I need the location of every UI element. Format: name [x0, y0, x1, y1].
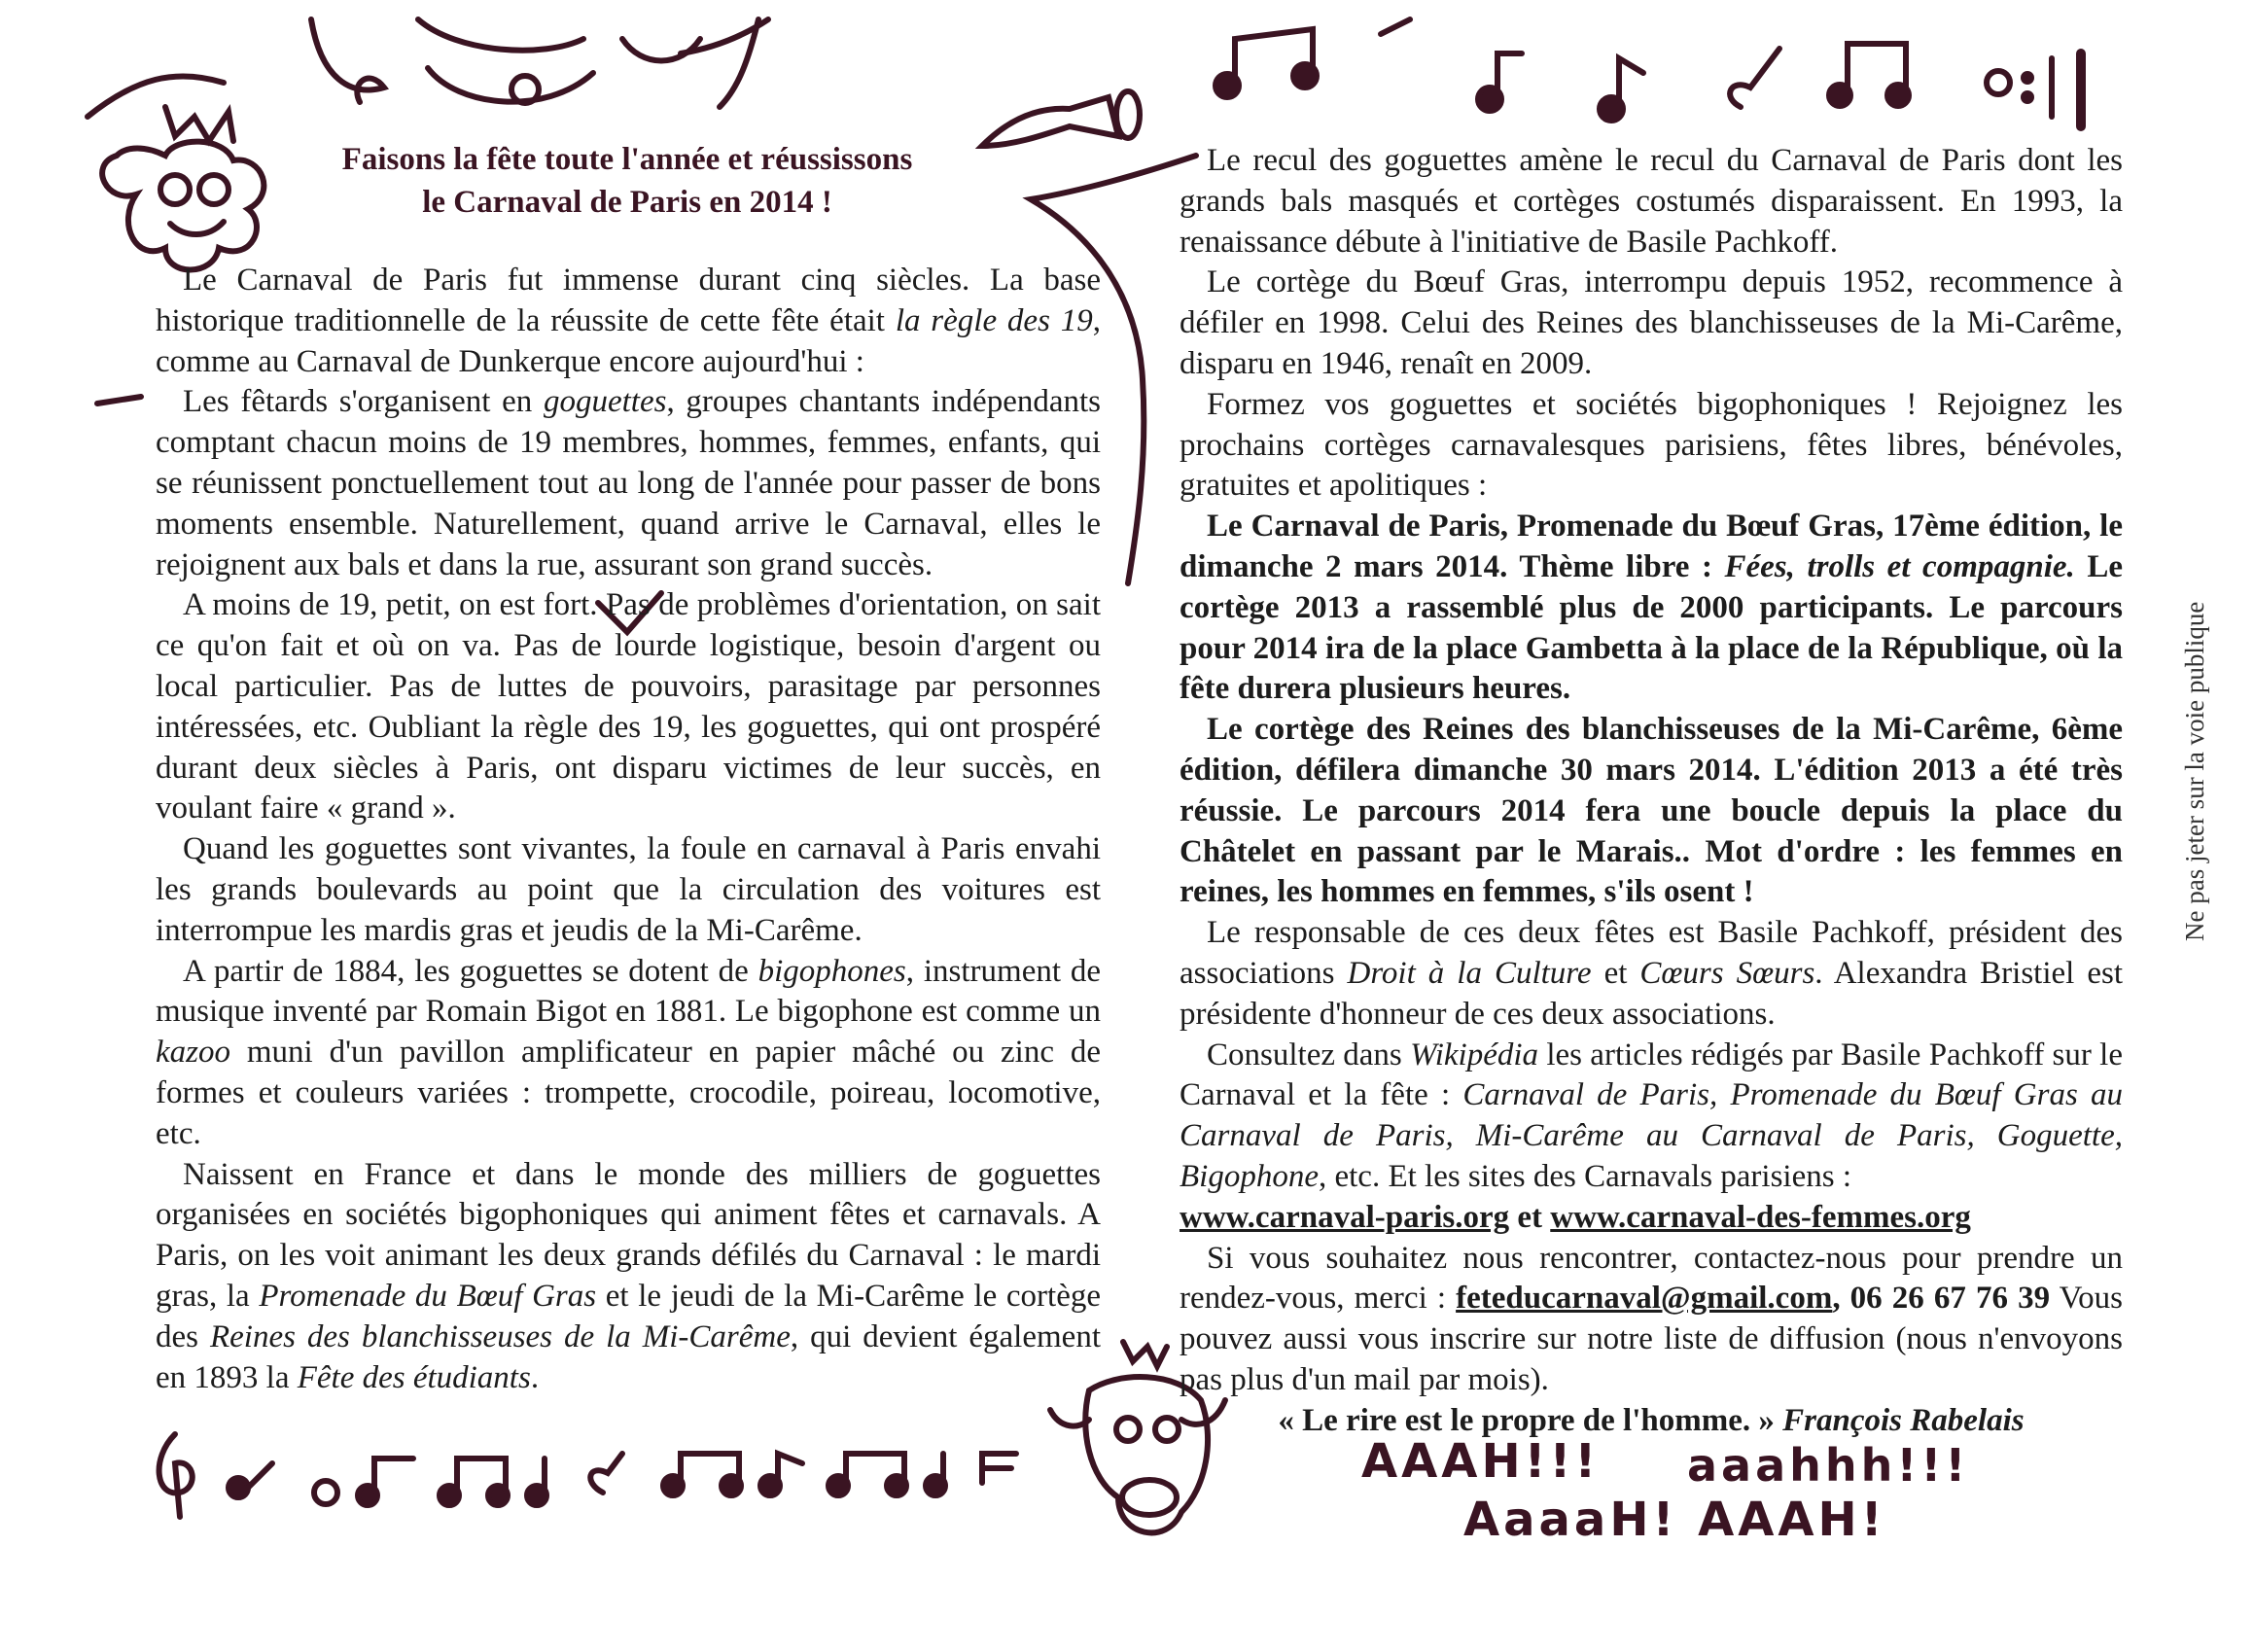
left-paragraph-2: Les fêtards s'organisent en goguettes, groupes chantants indépendants comptant chacun moins de 19 membres, hommes, femmes, enfants, qui se réunissent ponctuellement tout au long de l'année pour passer de bons moments ensemble. Naturellement, quand arrive le Carnaval, elles le rejoignent aux bals et dans la rue, assurant son grand succès. — [156, 384, 1101, 582]
title-line-1: Faisons la fête toute l'année et réussissons — [341, 142, 913, 177]
left-paragraph-5: A partir de 1884, les goguettes se dotent de bigophones, instrument de musique inventé par Romain Bigot en 1881. Le bigophone est comme un kazoo muni d'un pavillon amplificateur en papier mâché ou zinc de formes et couleurs variées : trompette, crocodile, poireau, locomotive, etc. — [156, 953, 1101, 1151]
left-paragraph-6: Naissent en France et dans le monde des milliers de goguettes organisées en sociétés bigophoniques qui animent fêtes et carnavals. A Paris, on les voit animant les deux grands défilés du Carnaval : le mardi gras, la Promenade du Bœuf Gras et le jeudi de la Mi-Carême le cortège des Reines des blanchisseuses de la Mi-Carême, qui devient également en 1893 la Fête des étudiants. — [156, 1156, 1101, 1395]
right-paragraph-5: Le cortège des Reines des blanchisseuses de la Mi-Carême, 6ème édition, défilera dimanche 30 mars 2014. L'édition 2013 a été très réussie. Le parcours 2014 fera une boucle depuis la place du Châtelet en passant par le Marais.. Mot d'ordre : les femmes en reines, les hommes en femmes, s'ils osent ! — [1180, 712, 2123, 910]
right-paragraph-2: Le cortège du Bœuf Gras, interrompu depuis 1952, recommence à défiler en 1998. Celui des Reines des blanchisseuses de la Mi-Carême, disparu en 1946, renaît en 2009. — [1180, 264, 2123, 381]
left-column — [156, 261, 1101, 1398]
right-paragraph-1: Le recul des goguettes amène le recul du Carnaval de Paris dont les grands bals masqués et cortèges costumés disparaissent. En 1993, la renaissance débute à l'initiative de Basile Pachkoff. — [1180, 143, 2123, 260]
scream-line-1b: aaahhh!!! — [1687, 1439, 1970, 1492]
carnaval-femmes-link[interactable]: www.carnaval-des-femmes.org — [1550, 1199, 1971, 1235]
scream-line-1a: AAAH!!! — [1361, 1434, 1601, 1489]
music-notes-bottom — [159, 1434, 1016, 1517]
right-paragraph-7: Consultez dans Wikipédia les articles rédigés par Basile Pachkoff sur le Carnaval et la fête : Carnaval de Paris, Promenade du Bœuf Gras au Carnaval de Paris, Mi-Carême au Carnaval de Paris, Goguette, Bigophone, etc. Et les sites des Carnavals parisiens : www.carnaval-paris.org et www.carnaval-des-femmes.org — [1180, 1037, 2123, 1235]
carnaval-paris-link[interactable]: www.carnaval-paris.org — [1180, 1199, 1510, 1235]
phone-number: , 06 26 67 76 39 — [1832, 1281, 2051, 1317]
left-paragraph-4: Quand les goguettes sont vivantes, la foule en carnaval à Paris envahi les grands boulevards au point que la circulation des voitures est interrompue les mardis gras et jeudis de la Mi-Carême. — [156, 831, 1101, 948]
top-swirl-doodle — [88, 76, 224, 117]
sidebar-notice: Ne pas jeter sur la voie publique — [2180, 601, 2209, 941]
right-paragraph-6: Le responsable de ces deux fêtes est Basile Pachkoff, président des associations Droit à la Culture et Cœurs Sœurs. Alexandra Bristiel est présidente d'honneur de ces deux associations. — [1180, 915, 2123, 1032]
page-title — [277, 138, 977, 224]
left-paragraph-3: A moins de 19, petit, on est fort. Pas de problèmes d'orientation, on sait ce qu'on fait et où on va. Pas de lourde logistique, besoin d'argent ou local particulier. Pas de luttes de pouvoirs, parasitage par personnes intéressées, etc. Oubliant la règle des 19, les goguettes, qui ont prospéré durant deux siècles à Paris, ont disparu victimes de leur succès, en voulant faire « grand ». — [156, 587, 1101, 826]
top-wave-doodle — [311, 19, 384, 102]
trumpet-icon — [982, 91, 1140, 146]
right-paragraph-8: Si vous souhaitez nous rencontrer, contactez-nous pour prendre un rendez-vous, merci : feteducarnaval@gmail.com, 06 26 67 76 39 Vous pouvez aussi vous inscrire sur notre liste de diffusion (nous n'envoyons pas plus d'un mail par mois). — [1180, 1240, 2124, 1397]
mascot-face-icon — [102, 107, 264, 270]
right-paragraph-4: Le Carnaval de Paris, Promenade du Bœuf Gras, 17ème édition, le dimanche 2 mars 2014. Thème libre : Fées, trolls et compagnie. Le cortège 2013 a rassemblé plus de 2000 participants. Le parcours pour 2014 ira de la place Gambetta à la place de la République, où la fête durera plusieurs heures. — [1180, 509, 2123, 707]
title-line-2: le Carnaval de Paris en 2014 ! — [422, 185, 832, 220]
right-column — [1180, 141, 2123, 1442]
email-link[interactable]: feteducarnaval@gmail.com — [1456, 1281, 1833, 1317]
right-paragraph-3: Formez vos goguettes et sociétés bigophoniques ! Rejoignez les prochains cortèges carnavalesques parisiens, fêtes libres, bénévoles, gratuites et apolitiques : — [1180, 386, 2123, 504]
rabelais-quote: « Le rire est le propre de l'homme. » François Rabelais — [1278, 1402, 2025, 1438]
left-paragraph-1: Le Carnaval de Paris fut immense durant cinq siècles. La base historique traditionnelle de la réussite de cette fête était la règle des 19, comme au Carnaval de Dunkerque encore aujourd'hui : — [156, 263, 1102, 379]
scream-line-2: AaaaH! AAAH! — [1463, 1493, 1886, 1547]
music-notes-top — [1215, 19, 2081, 126]
